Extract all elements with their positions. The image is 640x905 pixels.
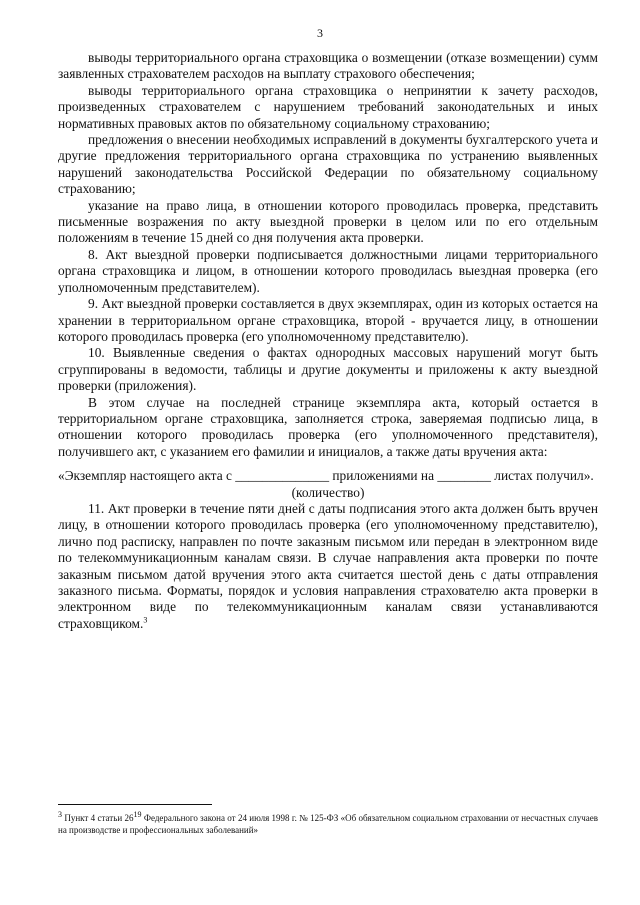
footnote-article-superscript: 19 (133, 810, 142, 819)
paragraph-conclusions-reimbursement: выводы территориального органа страховщика о возмещении (отказе возмещении) сумм заявленных страхователем расходов на выплату страхового обеспечения; (58, 50, 598, 82)
paragraph-11-delivery (58, 501, 598, 632)
paragraph-last-page-receipt: В этом случае на последней странице экземпляра акта, который остается в территориальном органе страховщика, заполняется строка, заверяемая подписью лица, в отношении которого проводилась проверка (его уполномоченного представителя), получившего акт, с указанием его фамилии и инициалов, а также даты вручения акта: (58, 394, 598, 459)
receipt-line: «Экземпляр настоящего акта с ______________ приложениями на ________ листах получил». (58, 468, 594, 484)
footnote-text-after: Федерального закона от 24 июля 1998 г. № 125-ФЗ «Об обязательном социальном страховании от несчастных случаев на производстве и профессиональных заболеваний» (58, 813, 599, 835)
footnote-separator (58, 804, 212, 805)
paragraph-conclusions-non-acceptance: выводы территориального органа страховщика о непринятии к зачету расходов, произведенных страхователем с нарушением требований законодательных и иных нормативных правовых актов по обязательному социальному страхованию; (58, 82, 598, 131)
footnote-text-before: Пункт 4 статьи 26 (62, 813, 134, 823)
paragraph-10-grouped-violations: 10. Выявленные сведения о фактах однородных массовых нарушений могут быть сгруппированы в ведомости, таблицы и другие документы и приложены к акту выездной проверки (приложения). (58, 345, 598, 394)
paragraph-right-to-object: указание на право лица, в отношении которого проводилась проверка, представить письменные возражения по акту выездной проверки в целом или по его отдельным положениям в течение 15 дней со дня получения акта проверки. (58, 197, 598, 246)
paragraph-8-signing: 8. Акт выездной проверки подписывается должностными лицами территориального органа страховщика и лицом, в отношении которого проводилась выездная проверка (его уполномоченным представителем). (58, 246, 598, 295)
document-body (58, 50, 598, 632)
quantity-label: (количество) (291, 484, 365, 500)
footnote (58, 812, 598, 836)
footnote-reference: 3 (143, 615, 148, 625)
paragraph-correction-proposals: предложения о внесении необходимых исправлений в документы бухгалтерского учета и другие предложения территориального органа страховщика по устранению выявленных нарушений законодательства Российской Федерации по обязательному социальному страхованию; (58, 132, 598, 197)
paragraph-11-text: 11. Акт проверки в течение пяти дней с даты подписания этого акта должен быть вручен лицу, в отношении которого проводилась проверка (его уполномоченному представителю), лично под расписку, направлен по почте заказным письмом или передан в электронном виде по телекоммуникационным каналам связи. В случае направления акта проверки по почте заказным письмом датой вручения этого акта считается шестой день с даты отправления заказного письма. Форматы, порядок и условия направления страхователю акта проверки в электронном виде по телекоммуникационным каналам связи устанавливаются страховщиком. (58, 500, 598, 631)
paragraph-9-copies: 9. Акт выездной проверки составляется в двух экземплярах, один из которых остается на хранении в территориальном органе страховщика, второй - вручается лицу, в отношении которого проводилась проверка (его уполномоченному представителю). (58, 296, 598, 344)
footnote-marker: 3 (58, 810, 62, 819)
page-number: 3 (317, 26, 323, 40)
